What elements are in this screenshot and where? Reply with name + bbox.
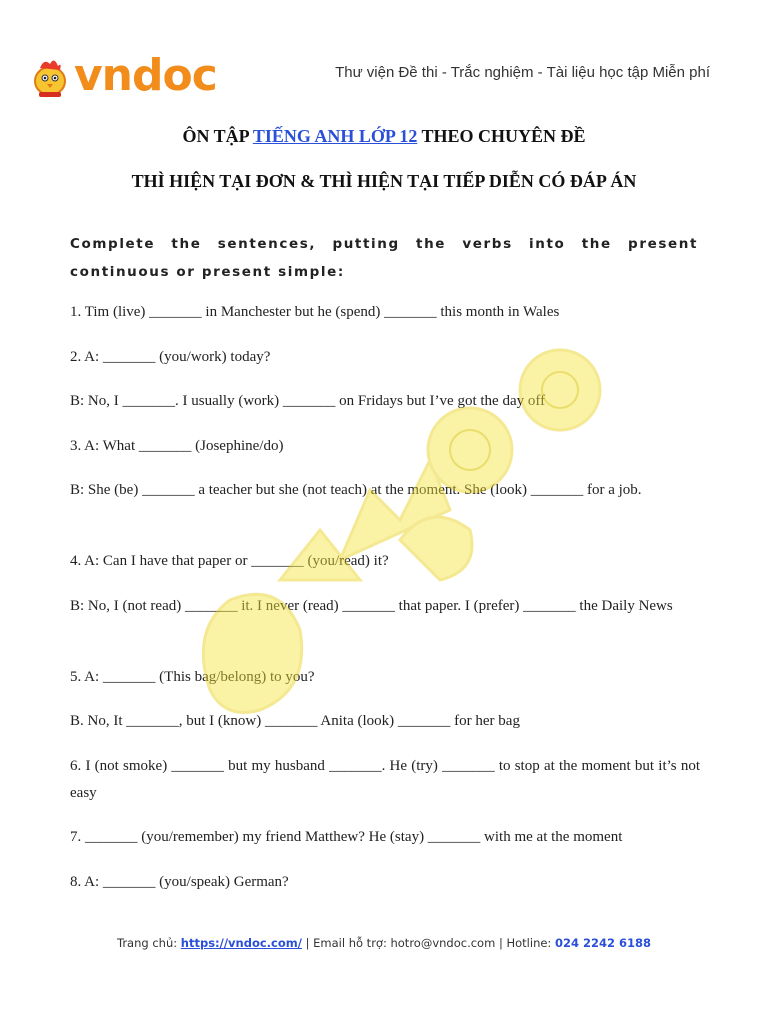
exercise-line: 4. A: Can I have that paper or _______ (you/read) it? [70,553,389,569]
footer-support-text: | Email hỗ trợ: hotro@vndoc.com | Hotline: [301,936,555,950]
exercise-line: 1. Tim (live) _______ in Manchester but he (spend) _______ this month in Wales [70,304,560,320]
exercise-line: 6. I (not smoke) _______ but my husband _______. He (try) _______ to stop at the moment but it’s not easy [70,758,700,801]
chick-mascot-icon [30,54,70,98]
title-prefix: ÔN TẬP [182,126,253,146]
page-footer [0,936,768,950]
page-header [0,0,768,110]
site-tagline: Thư viện Đề thi - Trắc nghiệm - Tài liệu học tập Miễn phí [335,64,710,81]
footer-hotline: 024 2242 6188 [554,936,651,950]
exercise-line: 2. A: _______ (you/work) today? [70,349,271,365]
title-suffix: THEO CHUYÊN ĐỀ [417,126,586,146]
exercise-line: B: No, I _______. I usually (work) _______ on Fridays but I’ve got the day off [70,393,546,409]
title-link[interactable]: TIẾNG ANH LỚP 12 [252,126,418,146]
exercise-line: 5. A: _______ (This bag/belong) to you? [70,669,315,685]
exercise-line: B: She (be) _______ a teacher but she (not teach) at the moment. She (look) _______ for a job. [70,482,642,498]
exercise-line: 3. A: What _______ (Josephine/do) [70,438,284,454]
footer-home-label: Trang chủ: [116,936,181,950]
exercise-instruction: Complete the sentences, putting the verbs into the present continuous or present simple: [70,236,698,280]
exercise-line: B. No, It _______, but I (know) _______ Anita (look) _______ for her bag [70,713,520,729]
exercise-line: 8. A: _______ (you/speak) German? [70,874,289,890]
exercise-line: B: No, I (not read) _______ it. I never (read) _______ that paper. I (prefer) _______ the Daily News [70,598,673,614]
footer-home-link[interactable]: https://vndoc.com/ [180,936,302,950]
exercise-line: 7. _______ (you/remember) my friend Matthew? He (stay) _______ with me at the moment [70,829,623,845]
vndoc-logo[interactable] [30,52,217,100]
document-title [0,126,768,147]
document-subtitle: THÌ HIỆN TẠI ĐƠN & THÌ HIỆN TẠI TIẾP DIỄN CÓ ĐÁP ÁN [131,171,637,191]
logo-text: vndoc [74,50,217,101]
